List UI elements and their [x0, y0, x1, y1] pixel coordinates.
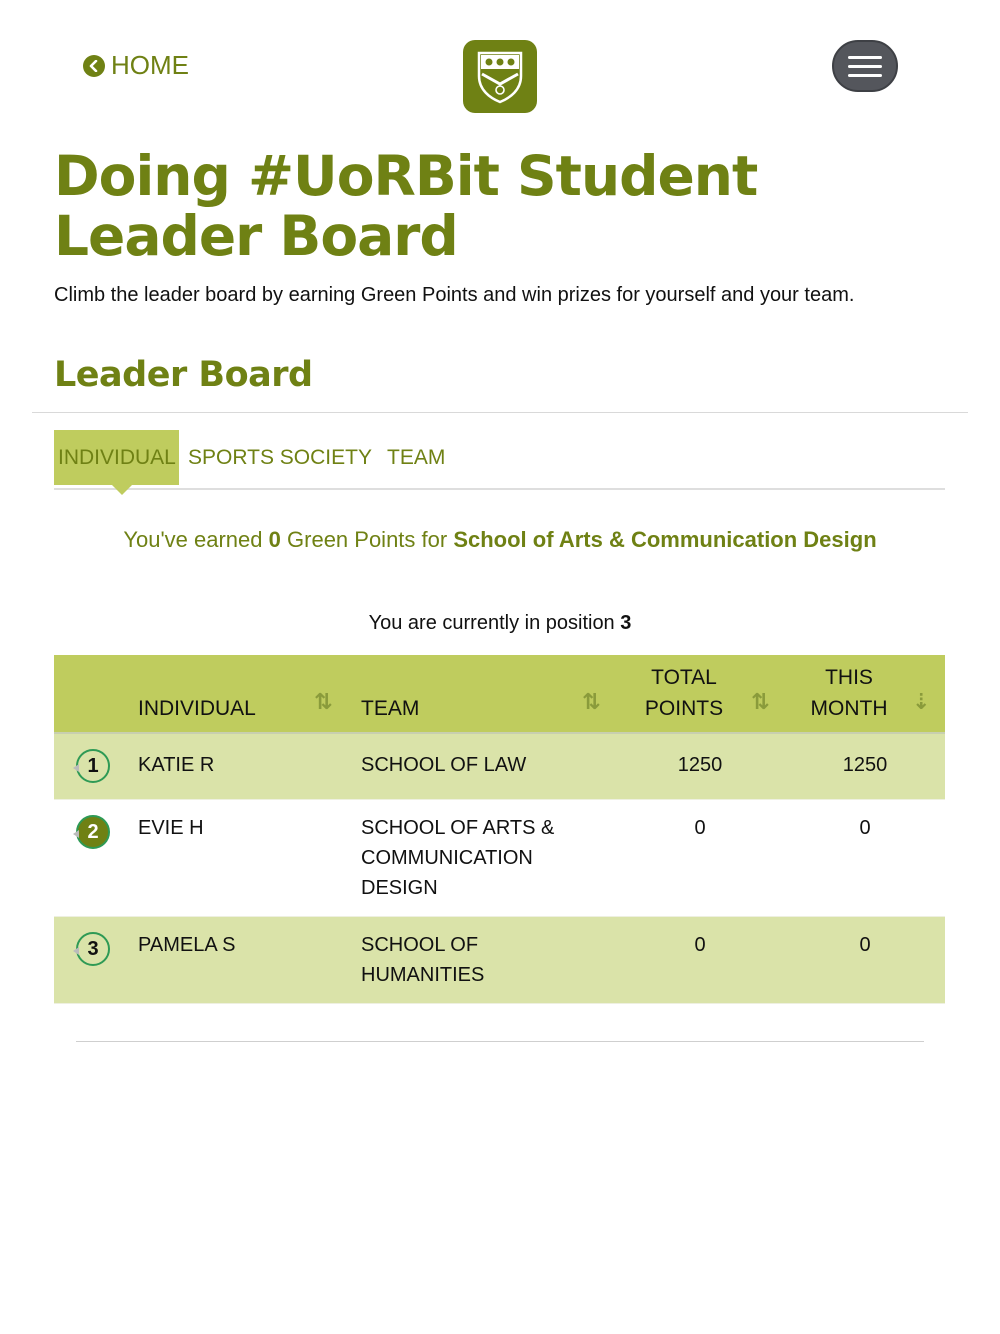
table-header [54, 655, 945, 734]
rank-badge [76, 932, 110, 966]
team-name-line: SCHOOL OF LAW [361, 754, 527, 776]
tab-individual[interactable]: INDIVIDUAL [54, 430, 179, 485]
divider [32, 412, 968, 413]
earned-points-summary [0, 527, 1000, 553]
header-line: THIS [825, 666, 873, 689]
column-header-this-month[interactable] [809, 662, 889, 724]
column-header-total-points[interactable] [644, 662, 724, 724]
tab-sports-society[interactable]: SPORTS SOCIETY [188, 446, 372, 469]
team-name-line: DESIGN [361, 877, 438, 899]
rank-badge [76, 749, 110, 783]
column-header-individual[interactable]: INDIVIDUAL [138, 697, 256, 720]
earned-middle: Green Points for [287, 527, 448, 552]
intro-text: Climb the leader board by earning Green Points and win prizes for yourself and your team. [54, 284, 855, 306]
earned-points-value: 0 [268, 527, 281, 552]
menu-button[interactable] [832, 40, 898, 92]
home-label: HOME [111, 50, 189, 80]
header-line: POINTS [644, 697, 724, 720]
divider [76, 1041, 924, 1042]
total-points: 0 [694, 934, 706, 956]
home-link[interactable] [83, 50, 189, 81]
table-row [54, 734, 945, 800]
position-value: 3 [620, 612, 632, 634]
this-month-points: 1250 [842, 754, 888, 776]
team-name-line: SCHOOL OF ARTS & [361, 817, 555, 839]
table-row [54, 917, 945, 1004]
page-title: Doing #UoRBit Student Leader Board [54, 144, 758, 268]
earned-team-name: School of Arts & Communication Design [453, 527, 877, 552]
team-name [361, 750, 526, 780]
rank-notch-icon [73, 947, 79, 955]
total-points: 0 [694, 817, 706, 839]
university-shield-logo[interactable] [463, 40, 537, 113]
earned-prefix: You've earned [123, 527, 263, 552]
table-row [54, 800, 945, 917]
rank-number: 1 [87, 754, 99, 777]
team-name [361, 930, 484, 990]
rank-badge [76, 815, 110, 849]
sort-icon[interactable]: ⇅ [314, 689, 333, 714]
this-month-points: 0 [859, 934, 871, 956]
leaderboard-table [54, 655, 945, 1004]
individual-name: EVIE H [138, 817, 204, 839]
this-month-points: 0 [859, 817, 871, 839]
section-title: Leader Board [54, 355, 313, 395]
active-tab-pointer [112, 485, 132, 495]
hamburger-icon-bar [848, 56, 882, 59]
sort-icon[interactable]: ⇅ [751, 689, 770, 714]
header-line: MONTH [810, 697, 888, 720]
shield-icon [476, 50, 524, 104]
chevron-left-icon [83, 55, 105, 77]
sort-icon[interactable]: ⇅ [582, 689, 601, 714]
top-bar [0, 0, 1000, 130]
sort-descending-icon[interactable]: ⇣ [912, 689, 931, 714]
tab-team[interactable]: TEAM [387, 446, 446, 469]
rank-number: 3 [87, 937, 99, 960]
individual-name: KATIE R [138, 754, 215, 776]
column-header-team[interactable]: TEAM [361, 697, 420, 720]
rank-notch-icon [73, 764, 79, 772]
team-name-line: SCHOOL OF [361, 934, 479, 956]
position-prefix: You are currently in position [368, 612, 615, 634]
leaderboard-tabs [54, 430, 945, 490]
hamburger-icon-bar [848, 74, 882, 77]
current-position [0, 612, 1000, 635]
rank-number: 2 [87, 820, 99, 843]
rank-notch-icon [73, 830, 79, 838]
team-name [361, 813, 554, 903]
hamburger-icon-bar [848, 65, 882, 68]
individual-name: PAMELA S [138, 934, 236, 956]
team-name-line: COMMUNICATION [361, 847, 533, 869]
team-name-line: HUMANITIES [361, 964, 485, 986]
header-line: TOTAL [651, 666, 717, 689]
total-points: 1250 [677, 754, 723, 776]
